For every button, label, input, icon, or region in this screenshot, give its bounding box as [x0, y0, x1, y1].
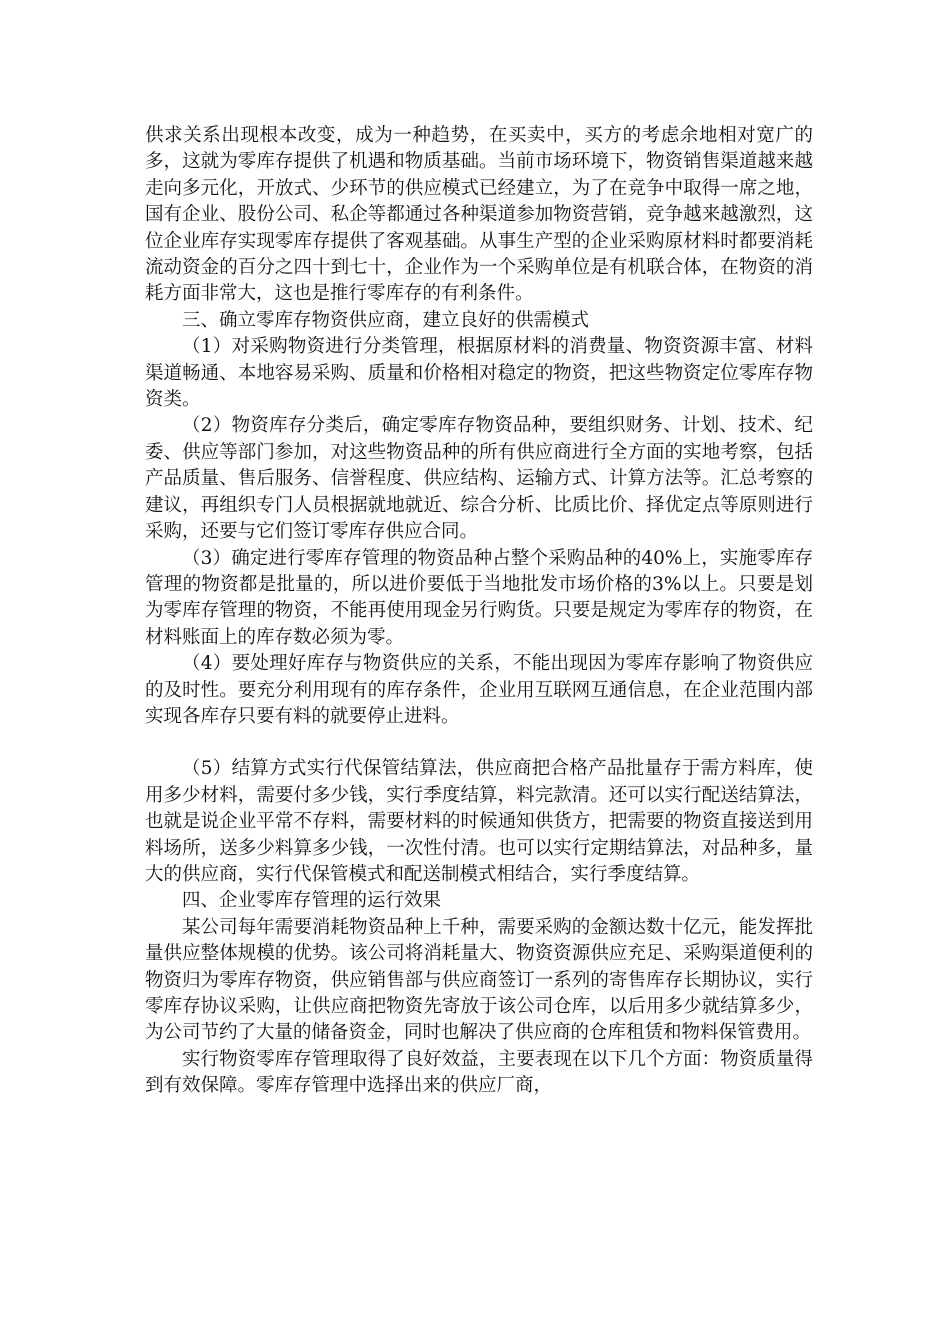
paragraph-intro: 供求关系出现根本改变，成为一种趋势，在买卖中，买方的考虑余地相对宽广的多，这就为零库存提供了机遇和物质基础。当前市场环境下，物资销售渠道越来越走向多元化，开放式、少环节的供应模式已经建立，为了在竞争中取得一席之地，国有企业、股份公司、私企等都通过各种渠道参加物资营销，竞争越来越激烈，这位企业库存实现零库存提供了客观基础。从事生产型的企业采购原材料时都要消耗流动资金的百分之四十到七十，企业作为一个采购单位是有机联合体，在物资的消耗方面非常大，这也是推行零库存的有利条件。	[145, 125, 813, 305]
section-heading-3: 三、确立零库存物资供应商，建立良好的供需模式	[182, 309, 590, 331]
paragraph-item-3: （3）确定进行零库存管理的物资品种占整个采购品种的40%上，实施零库存管理的物资都是批量的，所以进价要低于当地批发市场价格的3%以上。只要是划为零库存管理的物资，不能再使用现金另行购货。只要是规定为零库存的物资，在材料账面上的库存数必须为零。	[145, 547, 813, 648]
paragraph-case-study: 某公司每年需要消耗物资品种上千种，需要采购的金额达数十亿元，能发挥批量供应整体规模的优势。该公司将消耗量大、物资资源供应充足、采购渠道便利的物资归为零库存物资，供应销售部与供应商签订一系列的寄售库存长期协议，实行零库存协议采购，让供应商把物资先寄放于该公司仓库，以后用多少就结算多少，为公司节约了大量的储备资金，同时也解决了供应商的仓库租赁和物料保管费用。	[145, 916, 813, 1044]
paragraph-item-4: （4）要处理好库存与物资供应的关系，不能出现因为零库存影响了物资供应的及时性。要充分利用现有的库存条件，企业用互联网互通信息，在企业范围内部实现各库存只要有料的就要停止进料。	[145, 653, 813, 727]
paragraph-item-2: （2）物资库存分类后，确定零库存物资品种，要组织财务、计划、技术、纪委、供应等部门参加，对这些物资品种的所有供应商进行全方面的实地考察，包括产品质量、售后服务、信誉程度、供应结构、运输方式、计算方法等。汇总考察的建议，再组织专门人员根据就地就近、综合分析、比质比价、择优定点等原则进行采购，还要与它们签订零库存供应合同。	[145, 415, 813, 543]
paragraph-item-1: （1）对采购物资进行分类管理，根据原材料的消费量、物资资源丰富、材料渠道畅通、本地容易采购、质量和价格相对稳定的物资，把这些物资定位零库存物资类。	[145, 336, 813, 411]
section-heading-4: 四、企业零库存管理的运行效果	[182, 890, 442, 912]
paragraph-item-5: （5）结算方式实行代保管结算法，供应商把合格产品批量存于需方料库，使用多少材料，需要付多少钱，实行季度结算，料完款清。还可以实行配送结算法，也就是说企业平常不存料，需要材料的时候通知供货方，把需要的物资直接送到用料场所，送多少料算多少钱，一次性付清。也可以实行定期结算法，对品种多，量大的供应商，实行代保管模式和配送制模式相结合，实行季度结算。	[145, 758, 813, 885]
paragraph-benefits: 实行物资零库存管理取得了良好效益，主要表现在以下几个方面：物资质量得到有效保障。零库存管理中选择出来的供应厂商，	[145, 1048, 813, 1097]
document-page	[145, 123, 813, 1100]
blank-line	[145, 730, 813, 756]
